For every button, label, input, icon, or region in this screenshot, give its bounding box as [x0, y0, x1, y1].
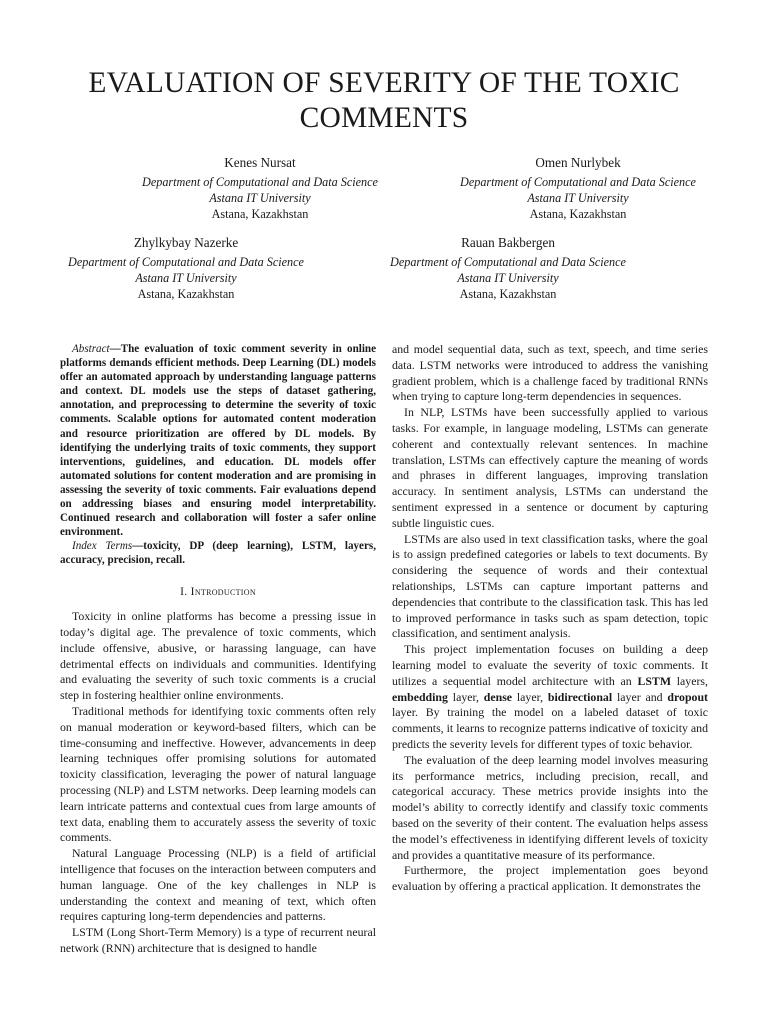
- right-column: [392, 342, 708, 895]
- text-run: layer,: [447, 689, 484, 704]
- text-run: This project implementation focuses on building a deep learning model to evaluate the severity of toxic comments. It utilizes a sequential model architecture with an: [392, 642, 708, 688]
- author-university: Astana IT University: [209, 191, 311, 205]
- text-run: layer,: [512, 689, 548, 704]
- author-name: Rauan Bakbergen: [461, 235, 555, 250]
- section-title: Introduction: [190, 584, 256, 598]
- author-university: Astana IT University: [457, 271, 559, 285]
- author-department: Department of Computational and Data Science: [460, 175, 696, 189]
- author-block-1: [80, 154, 440, 222]
- paper-title: EVALUATION OF SEVERITY OF THE TOXIC COMMENTS: [88, 67, 680, 134]
- left-column: [60, 342, 376, 957]
- bold-term: dropout: [667, 689, 708, 704]
- abstract-label: Abstract: [72, 343, 110, 355]
- text-run: layers,: [671, 673, 709, 688]
- bold-term: bidirectional: [547, 689, 613, 704]
- text-run: layer. By training the model on a labeled dataset of toxic comments, it learns to recognize patterns indicative of toxicity and predicts the severity levels for different types of toxic behavior.: [392, 705, 708, 751]
- body-paragraph: Furthermore, the project implementation goes beyond evaluation by offering a practical application. It demonstrates the: [392, 863, 708, 894]
- author-department: Department of Computational and Data Science: [142, 175, 378, 189]
- author-name: Kenes Nursat: [224, 155, 296, 170]
- author-block-4: [328, 234, 688, 302]
- body-paragraph: LSTM (Long Short-Term Memory) is a type of recurrent neural network (RNN) architecture that is designed to handle: [60, 925, 376, 956]
- body-paragraph: Traditional methods for identifying toxic comments often rely on manual moderation or keyword-based filters, which can be time-consuming and ineffective. However, advancements in deep learning techniques offer promising solutions for automated toxicity classification, leveraging the power of natural language processing (NLP) and LSTM networks. Deep learning models can learn intricate patterns and contextual cues from large amounts of text data, enabling them to accurately assess the severity of toxic comments.: [60, 704, 376, 845]
- bold-term: embedding: [392, 689, 448, 704]
- author-name: Zhylkybay Nazerke: [133, 235, 239, 250]
- author-department: Department of Computational and Data Science: [390, 255, 626, 269]
- section-heading-introduction: [60, 584, 376, 600]
- author-university: Astana IT University: [135, 271, 237, 285]
- index-terms: [60, 539, 376, 567]
- body-paragraph: The evaluation of the deep learning model involves measuring its performance metrics, including precision, recall, and categorical accuracy. These metrics provide insights into the model’s ability to correctly identify and classify toxic comments based on the severity of their content. The evaluation helps assess the model’s effectiveness in identifying different levels of toxicity and provides a quantitative measure of its performance.: [392, 752, 708, 862]
- text-run: layer and: [612, 689, 668, 704]
- author-location: Astana, Kazakhstan: [137, 287, 235, 301]
- body-paragraph: Natural Language Processing (NLP) is a field of artificial intelligence that focuses on the interaction between computers and human language. One of the key challenges in NLP is understanding the context and meaning of text, which often requires capturing long-term dependencies and patterns.: [60, 846, 376, 924]
- abstract-dash: —: [109, 343, 121, 355]
- author-block-2: [398, 154, 758, 222]
- author-location: Astana, Kazakhstan: [459, 287, 557, 301]
- author-block-3: [6, 234, 366, 302]
- abstract: [60, 342, 376, 539]
- body-paragraph-project: [392, 642, 708, 753]
- section-number: I.: [180, 584, 188, 598]
- index-terms-label: Index Terms: [72, 540, 133, 553]
- author-location: Astana, Kazakhstan: [529, 207, 627, 221]
- body-paragraph: LSTMs are also used in text classification tasks, where the goal is to assign predefined categories or labels to text documents. By considering the sequence of words and their contextual relationships, LSTMs can capture important patterns and dependencies that contribute to the classification task. This has led to improved performance in tasks such as spam detection, topic classification, and sentiment analysis.: [392, 531, 708, 641]
- author-department: Department of Computational and Data Science: [68, 255, 304, 269]
- bold-term: dense: [483, 689, 513, 704]
- author-location: Astana, Kazakhstan: [211, 207, 309, 221]
- body-paragraph: Toxicity in online platforms has become a pressing issue in today’s digital age. The prevalence of toxic comments, which include offensive, abusive, or harassing language, can have detrimental effects on individuals and communities. Identifying and evaluating the severity of such toxic comments is a crucial step in fostering healthier online environments.: [60, 609, 376, 703]
- author-university: Astana IT University: [527, 191, 629, 205]
- body-paragraph-continued: and model sequential data, such as text, speech, and time series data. LSTM networks were introduced to address the vanishing gradient problem, which is a challenge faced by traditional RNNs when trying to capture long-term dependencies in sequences.: [392, 342, 708, 404]
- index-terms-dash: —: [132, 540, 144, 553]
- bold-term: LSTM: [637, 673, 672, 688]
- body-paragraph: In NLP, LSTMs have been successfully applied to various tasks. For example, in language modeling, LSTMs can generate coherent and contextually relevant sentences. In machine translation, LSTMs can effectively capture the meaning of words and phrases in different languages, improving translation accuracy. In sentiment analysis, LSTMs can understand the sentiment expressed in a sentence or document by capturing subtle linguistic cues.: [392, 405, 708, 530]
- index-terms-text: toxicity, DP (deep learning), LSTM, layers, accuracy, precision, recall.: [60, 540, 376, 567]
- author-name: Omen Nurlybek: [535, 155, 621, 170]
- abstract-text: The evaluation of toxic comment severity in online platforms demands efficient methods. Deep Learning (DL) models offer an automated approach by understanding language patterns and context. DL models use the steps of dataset gathering, annotation, and preprocessing to determine the severity of toxic comments. Scalable options for automated content moderation and resource prioritization are offered by DL models. By identifying the underlying traits of toxic comments, they support interventions, guidelines, and education. DL models offer automated solutions for content moderation and are promising in assessing the severity of toxic comments. Fair evaluations depend on addressing biases and ensuring model interpretability. Continued research and collaboration will foster a safer online environment.: [60, 343, 376, 539]
